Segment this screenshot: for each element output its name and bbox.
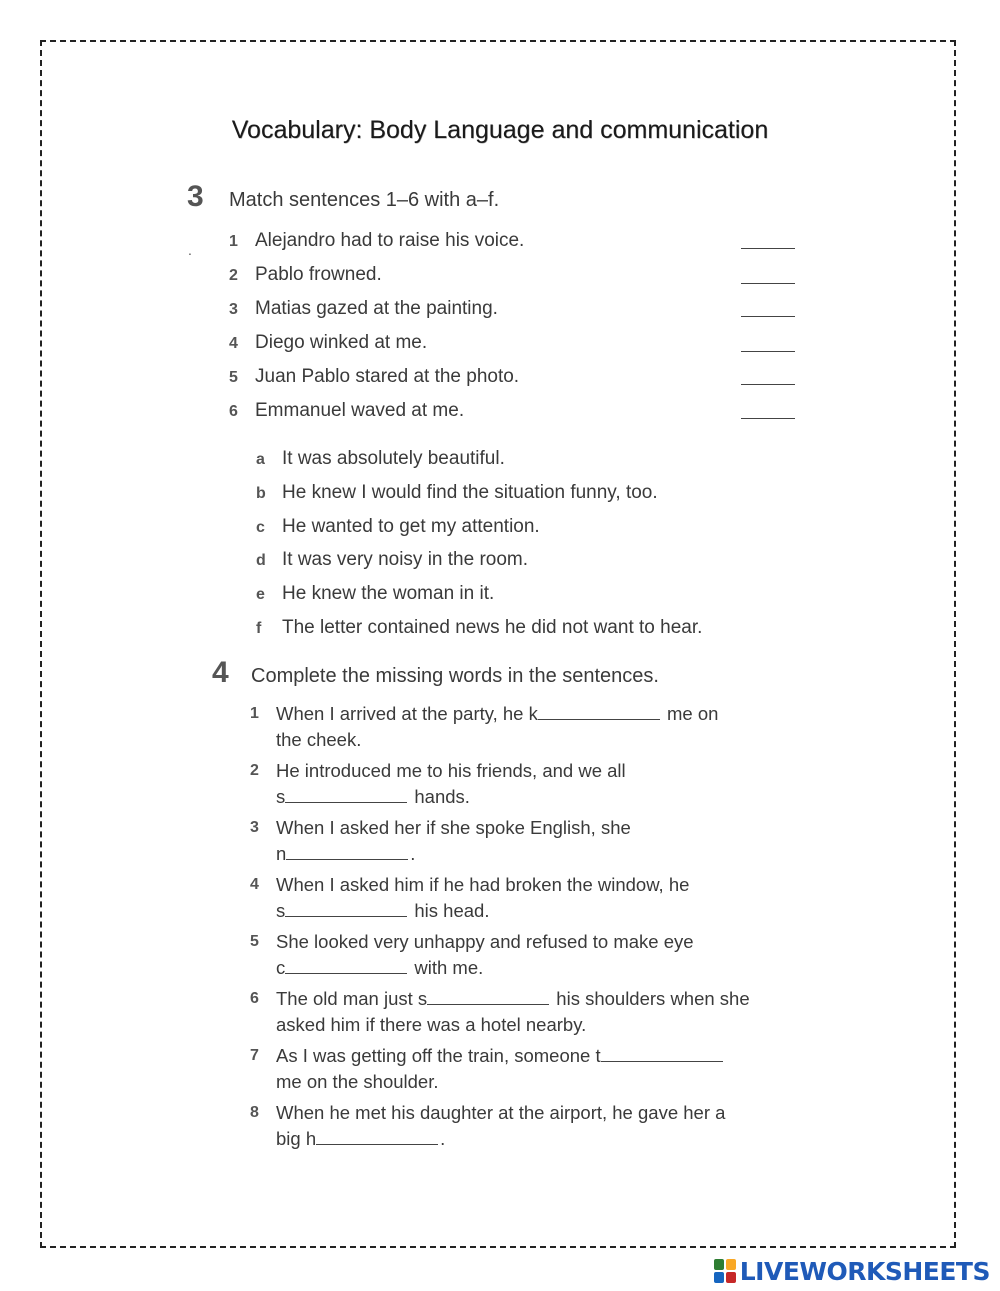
gap-input-6[interactable] [427, 990, 549, 1005]
answer-blank-6[interactable] [741, 418, 795, 419]
option-e: e He knew the woman in it. [256, 583, 495, 604]
completion-item-5: 5 She looked very unhappy and refused to make eye c with me. [250, 931, 694, 978]
option-a: a It was absolutely beautiful. [256, 448, 505, 469]
gap-input-4[interactable] [285, 902, 407, 917]
option-c: c He wanted to get my attention. [256, 516, 540, 537]
completion-item-8: 8 When he met his daughter at the airport, he gave her a big h . [250, 1102, 726, 1149]
brand-name: LIVEWORKSHEETS [739, 1256, 990, 1286]
match-item-2: 2 Pablo frowned. [229, 264, 382, 285]
match-item-4: 4 Diego winked at me. [229, 332, 428, 353]
option-d: d It was very noisy in the room. [256, 549, 529, 570]
answer-blank-2[interactable] [741, 283, 795, 284]
match-item-3: 3 Matias gazed at the painting. [229, 298, 498, 319]
completion-item-6: 6 The old man just s his shoulders when she asked him if there was a hotel nearby. [250, 988, 750, 1035]
answer-blank-1[interactable] [741, 248, 795, 249]
section-4-number: 4 [212, 656, 229, 689]
match-item-6: 6 Emmanuel waved at me. [229, 400, 465, 421]
gap-input-5[interactable] [285, 959, 407, 974]
gap-input-3[interactable] [286, 845, 408, 860]
margin-mark: . [188, 242, 192, 258]
section-4-instruction: Complete the missing words in the sentences. [251, 665, 659, 687]
liveworksheets-icon [714, 1259, 736, 1283]
completion-item-2: 2 He introduced me to his friends, and we all s hands. [250, 760, 626, 807]
completion-item-7: 7 As I was getting off the train, someone t me on the shoulder. [250, 1043, 790, 1095]
option-b: b He knew I would find the situation funny, too. [256, 482, 658, 503]
match-item-1: 1 Alejandro had to raise his voice. [229, 230, 525, 251]
match-item-5: 5 Juan Pablo stared at the photo. [229, 366, 520, 387]
liveworksheets-logo [714, 1256, 990, 1286]
answer-blank-3[interactable] [741, 316, 795, 317]
option-f: f The letter contained news he did not want to hear. [256, 617, 703, 638]
section-3-instruction: Match sentences 1–6 with a–f. [229, 189, 500, 211]
gap-input-2[interactable] [285, 788, 407, 803]
gap-input-8[interactable] [316, 1130, 438, 1145]
gap-input-7[interactable] [601, 1047, 723, 1062]
gap-input-1[interactable] [538, 705, 660, 720]
completion-item-4: 4 When I asked him if he had broken the window, he s his head. [250, 874, 690, 921]
answer-blank-5[interactable] [741, 384, 795, 385]
completion-item-3: 3 When I asked her if she spoke English, she n . [250, 817, 631, 864]
section-3-number: 3 [187, 180, 204, 213]
answer-blank-4[interactable] [741, 351, 795, 352]
completion-item-1: 1 When I arrived at the party, he k me on the cheek. [250, 703, 719, 750]
page-title: Vocabulary: Body Language and communication [231, 116, 769, 144]
